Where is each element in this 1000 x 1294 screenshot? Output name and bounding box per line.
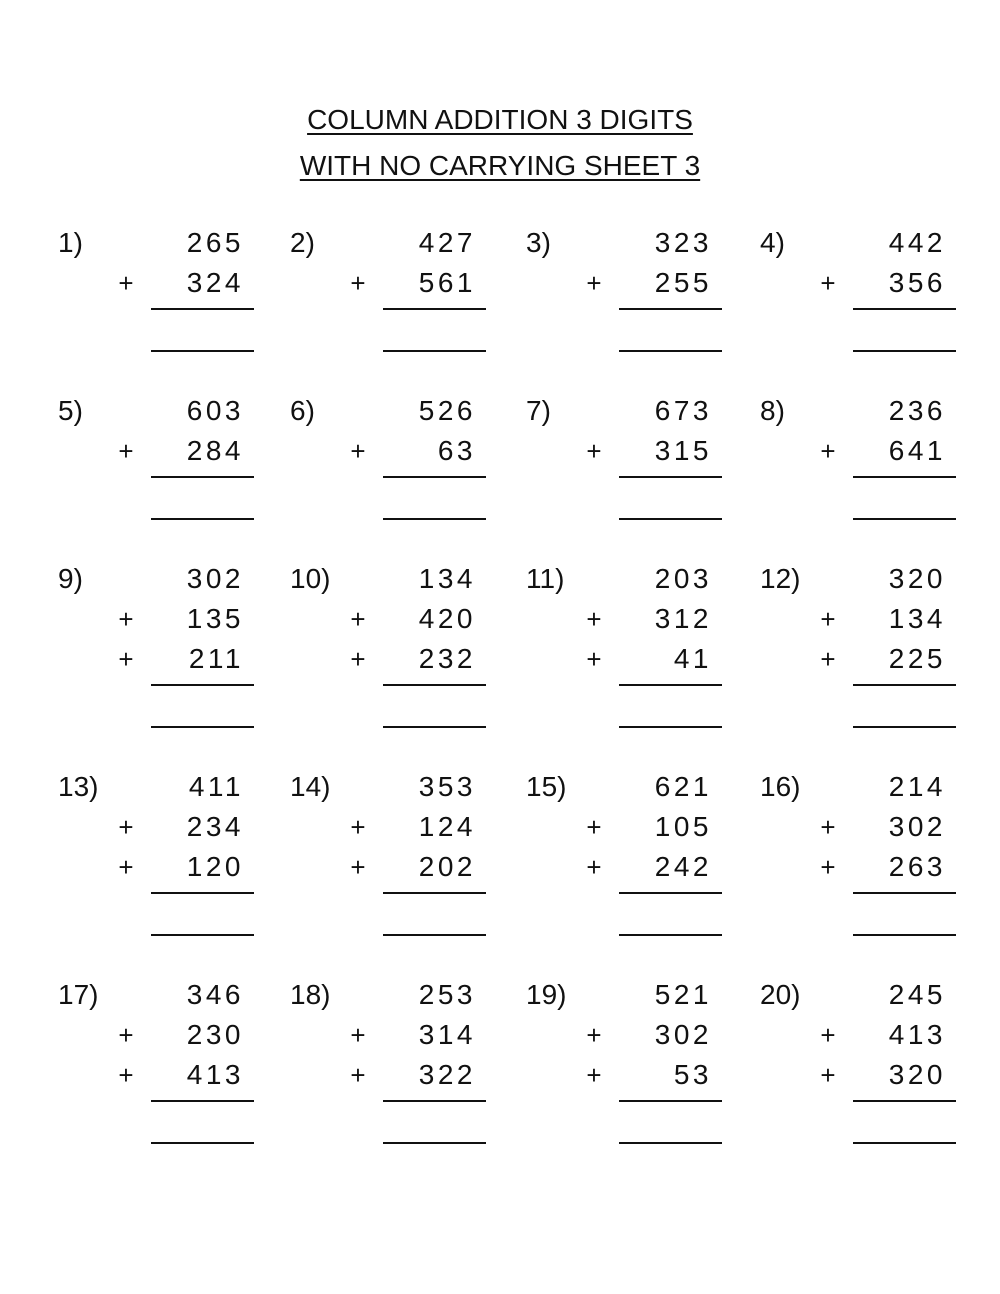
addend-number: 230 xyxy=(186,1019,244,1050)
addend-row xyxy=(820,562,956,596)
addend-number: 232 xyxy=(418,643,476,674)
addend-row xyxy=(118,434,254,468)
addend-number: 236 xyxy=(888,395,946,426)
addend-number: 320 xyxy=(888,1059,946,1090)
answer-line[interactable] xyxy=(853,934,956,936)
addition-problem xyxy=(760,562,990,722)
addend-row xyxy=(118,266,254,300)
sum-rule xyxy=(151,892,254,894)
addend-row xyxy=(350,562,486,596)
addend-row xyxy=(820,810,956,844)
answer-line[interactable] xyxy=(383,1142,486,1144)
addition-problem xyxy=(760,226,990,386)
addend-number: 621 xyxy=(654,771,712,802)
addend-number: 214 xyxy=(888,771,946,802)
worksheet-title-line-2 xyxy=(0,149,1000,183)
addend-number: 120 xyxy=(186,851,244,882)
plus-sign: + xyxy=(586,852,602,882)
addition-problem xyxy=(760,770,990,930)
addend-row xyxy=(820,394,956,428)
plus-sign: + xyxy=(820,644,836,674)
addend-number: 526 xyxy=(418,395,476,426)
addend-row xyxy=(820,1058,956,1092)
answer-line[interactable] xyxy=(151,726,254,728)
addend-number: 225 xyxy=(888,643,946,674)
problem-number: 4) xyxy=(760,227,785,258)
answer-line[interactable] xyxy=(151,350,254,352)
addition-problem xyxy=(290,394,520,554)
plus-sign: + xyxy=(820,268,836,298)
sum-rule xyxy=(853,684,956,686)
addend-number: 322 xyxy=(418,1059,476,1090)
problem-number: 9) xyxy=(58,563,83,594)
addend-row xyxy=(586,810,722,844)
problem-number: 10) xyxy=(290,563,331,594)
addend-row xyxy=(118,1058,254,1092)
plus-sign: + xyxy=(350,268,366,298)
plus-sign: + xyxy=(118,436,134,466)
plus-sign: + xyxy=(820,1060,836,1090)
sum-rule xyxy=(383,892,486,894)
plus-sign: + xyxy=(586,644,602,674)
problem-number: 7) xyxy=(526,395,551,426)
problem-number: 13) xyxy=(58,771,99,802)
addition-problem xyxy=(290,562,520,722)
answer-line[interactable] xyxy=(383,726,486,728)
addend-row xyxy=(820,434,956,468)
addend-number: 202 xyxy=(418,851,476,882)
problem-number: 8) xyxy=(760,395,785,426)
problem-number: 15) xyxy=(526,771,567,802)
addend-number: 265 xyxy=(186,227,244,258)
addition-problem xyxy=(58,562,288,722)
addend-row xyxy=(118,810,254,844)
sum-rule xyxy=(853,892,956,894)
plus-sign: + xyxy=(118,644,134,674)
addend-number: 124 xyxy=(418,811,476,842)
sum-rule xyxy=(383,476,486,478)
addend-row xyxy=(820,642,956,676)
addend-number: 603 xyxy=(186,395,244,426)
plus-sign: + xyxy=(586,268,602,298)
addition-problem xyxy=(526,978,756,1138)
addend-row xyxy=(118,850,254,884)
addend-number: 245 xyxy=(888,979,946,1010)
answer-line[interactable] xyxy=(383,934,486,936)
addend-number: 203 xyxy=(654,563,712,594)
problem-number: 3) xyxy=(526,227,551,258)
answer-line[interactable] xyxy=(383,518,486,520)
addend-row xyxy=(350,602,486,636)
plus-sign: + xyxy=(350,852,366,882)
addition-problem xyxy=(58,770,288,930)
addend-row xyxy=(118,226,254,260)
answer-line[interactable] xyxy=(853,726,956,728)
addend-row xyxy=(350,850,486,884)
addend-row xyxy=(586,434,722,468)
sum-rule xyxy=(151,684,254,686)
plus-sign: + xyxy=(586,604,602,634)
answer-line[interactable] xyxy=(151,1142,254,1144)
addend-number: 641 xyxy=(888,435,946,466)
plus-sign: + xyxy=(118,1020,134,1050)
addend-row xyxy=(586,266,722,300)
addend-number: 323 xyxy=(654,227,712,258)
addend-number: 105 xyxy=(654,811,712,842)
addition-problem xyxy=(58,978,288,1138)
addend-row xyxy=(118,602,254,636)
sum-rule xyxy=(383,1100,486,1102)
problem-number: 19) xyxy=(526,979,567,1010)
addend-number: 411 xyxy=(188,771,244,802)
addend-row xyxy=(350,810,486,844)
addend-row xyxy=(586,394,722,428)
plus-sign: + xyxy=(118,268,134,298)
sum-rule xyxy=(619,476,722,478)
sum-rule xyxy=(619,892,722,894)
addend-number: 284 xyxy=(186,435,244,466)
addend-row xyxy=(350,1058,486,1092)
answer-line[interactable] xyxy=(151,518,254,520)
addend-row xyxy=(350,978,486,1012)
plus-sign: + xyxy=(820,604,836,634)
addend-number: 353 xyxy=(418,771,476,802)
addend-row xyxy=(350,1018,486,1052)
addend-number: 255 xyxy=(654,267,712,298)
addend-row xyxy=(820,978,956,1012)
answer-line[interactable] xyxy=(619,934,722,936)
addend-number: 242 xyxy=(654,851,712,882)
plus-sign: + xyxy=(586,1020,602,1050)
addend-row xyxy=(350,642,486,676)
problem-number: 6) xyxy=(290,395,315,426)
plus-sign: + xyxy=(820,1020,836,1050)
addend-number: 673 xyxy=(654,395,712,426)
plus-sign: + xyxy=(350,604,366,634)
addend-row xyxy=(586,226,722,260)
addition-problem xyxy=(290,978,520,1138)
addend-number: 263 xyxy=(888,851,946,882)
addend-number: 63 xyxy=(437,435,476,466)
addend-row xyxy=(118,1018,254,1052)
plus-sign: + xyxy=(118,1060,134,1090)
plus-sign: + xyxy=(820,436,836,466)
addition-problem xyxy=(760,394,990,554)
plus-sign: + xyxy=(586,436,602,466)
addend-row xyxy=(820,226,956,260)
addend-number: 41 xyxy=(673,643,712,674)
problem-number: 16) xyxy=(760,771,801,802)
addend-row xyxy=(118,978,254,1012)
addend-row xyxy=(820,770,956,804)
addend-number: 314 xyxy=(418,1019,476,1050)
problem-number: 12) xyxy=(760,563,801,594)
plus-sign: + xyxy=(118,852,134,882)
addend-number: 134 xyxy=(888,603,946,634)
sum-rule xyxy=(383,684,486,686)
plus-sign: + xyxy=(350,812,366,842)
answer-line[interactable] xyxy=(619,726,722,728)
addend-number: 234 xyxy=(186,811,244,842)
problem-number: 1) xyxy=(58,227,83,258)
addend-number: 324 xyxy=(186,267,244,298)
addend-number: 356 xyxy=(888,267,946,298)
addend-number: 302 xyxy=(888,811,946,842)
worksheet-title-line-1 xyxy=(0,103,1000,137)
addend-row xyxy=(586,602,722,636)
sum-rule xyxy=(619,1100,722,1102)
answer-line[interactable] xyxy=(619,518,722,520)
addend-number: 135 xyxy=(186,603,244,634)
plus-sign: + xyxy=(586,1060,602,1090)
addend-row xyxy=(586,1018,722,1052)
sum-rule xyxy=(151,476,254,478)
addition-problem xyxy=(526,770,756,930)
addend-number: 413 xyxy=(888,1019,946,1050)
addition-problem xyxy=(58,394,288,554)
addend-number: 442 xyxy=(888,227,946,258)
addend-row xyxy=(350,266,486,300)
addend-row xyxy=(350,394,486,428)
answer-line[interactable] xyxy=(619,350,722,352)
addition-problem xyxy=(526,226,756,386)
plus-sign: + xyxy=(350,1060,366,1090)
problem-number: 18) xyxy=(290,979,331,1010)
addend-row xyxy=(586,1058,722,1092)
sum-rule xyxy=(619,308,722,310)
sum-rule xyxy=(151,308,254,310)
answer-line[interactable] xyxy=(151,934,254,936)
addend-number: 346 xyxy=(186,979,244,1010)
answer-line[interactable] xyxy=(383,350,486,352)
addend-number: 134 xyxy=(418,563,476,594)
addition-problem xyxy=(526,394,756,554)
title-text-1: COLUMN ADDITION 3 DIGITS xyxy=(307,104,693,135)
addition-problem xyxy=(290,226,520,386)
problem-number: 11) xyxy=(526,563,565,594)
addend-number: 302 xyxy=(654,1019,712,1050)
plus-sign: + xyxy=(350,436,366,466)
addend-row xyxy=(350,434,486,468)
plus-sign: + xyxy=(350,644,366,674)
problem-number: 2) xyxy=(290,227,315,258)
answer-line[interactable] xyxy=(853,1142,956,1144)
addend-row xyxy=(586,770,722,804)
sum-rule xyxy=(853,1100,956,1102)
sum-rule xyxy=(853,476,956,478)
addend-row xyxy=(820,1018,956,1052)
addend-row xyxy=(350,770,486,804)
answer-line[interactable] xyxy=(853,350,956,352)
title-text-2: WITH NO CARRYING SHEET 3 xyxy=(299,150,701,181)
addend-number: 211 xyxy=(188,643,244,674)
addition-problem xyxy=(58,226,288,386)
addend-row xyxy=(118,562,254,596)
addend-number: 302 xyxy=(186,563,244,594)
addend-row xyxy=(118,770,254,804)
problem-number: 17) xyxy=(58,979,99,1010)
addend-number: 312 xyxy=(654,603,712,634)
sum-rule xyxy=(383,308,486,310)
addend-row xyxy=(586,978,722,1012)
problem-number: 20) xyxy=(760,979,801,1010)
addition-problem xyxy=(290,770,520,930)
plus-sign: + xyxy=(350,1020,366,1050)
plus-sign: + xyxy=(820,852,836,882)
addend-row xyxy=(586,850,722,884)
addition-problem xyxy=(526,562,756,722)
addend-row xyxy=(820,850,956,884)
addend-row xyxy=(586,562,722,596)
sum-rule xyxy=(853,308,956,310)
addend-row xyxy=(586,642,722,676)
addend-row xyxy=(820,266,956,300)
plus-sign: + xyxy=(118,812,134,842)
plus-sign: + xyxy=(820,812,836,842)
addend-number: 521 xyxy=(654,979,712,1010)
problem-number: 5) xyxy=(58,395,83,426)
answer-line[interactable] xyxy=(853,518,956,520)
addend-number: 413 xyxy=(186,1059,244,1090)
sum-rule xyxy=(619,684,722,686)
addend-number: 320 xyxy=(888,563,946,594)
addend-number: 420 xyxy=(418,603,476,634)
addend-number: 53 xyxy=(673,1059,712,1090)
answer-line[interactable] xyxy=(619,1142,722,1144)
plus-sign: + xyxy=(118,604,134,634)
addend-number: 253 xyxy=(418,979,476,1010)
addend-row xyxy=(820,602,956,636)
addend-row xyxy=(118,394,254,428)
sum-rule xyxy=(151,1100,254,1102)
addend-row xyxy=(350,226,486,260)
addend-number: 561 xyxy=(418,267,476,298)
addition-problem xyxy=(760,978,990,1138)
problem-number: 14) xyxy=(290,771,331,802)
plus-sign: + xyxy=(586,812,602,842)
addend-number: 315 xyxy=(654,435,712,466)
addend-row xyxy=(118,642,254,676)
addend-number: 427 xyxy=(418,227,476,258)
